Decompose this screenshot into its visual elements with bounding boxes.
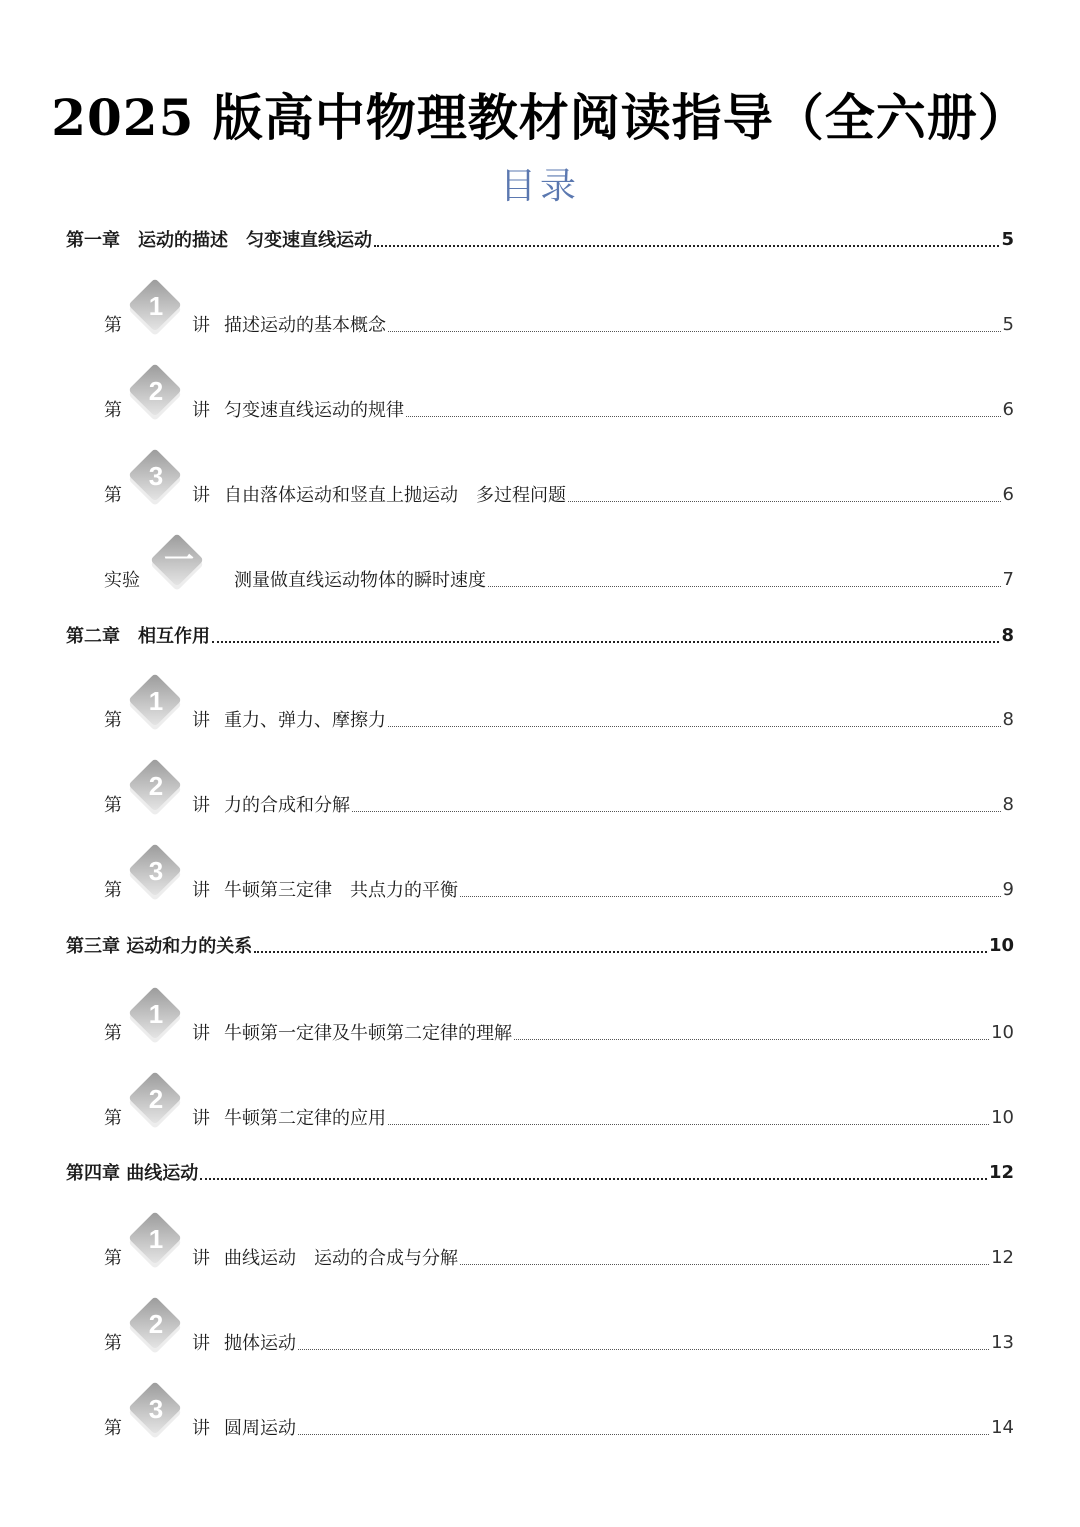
dot-leader (200, 1178, 987, 1180)
lecture-title: 牛顿第一定律及牛顿第二定律的理解 (224, 1023, 512, 1044)
chapter-title: 第二章 相互作用 (66, 626, 210, 647)
page-number: 5 (1002, 313, 1014, 335)
dot-leader (460, 896, 1001, 897)
lecture-prefix: 第 (104, 880, 122, 901)
toc-lecture-3-1[interactable] (104, 999, 1014, 1049)
lecture-suffix: 讲 (192, 795, 210, 816)
dot-leader (352, 811, 1001, 812)
number-badge-icon: 1 (128, 278, 184, 334)
lecture-prefix: 第 (104, 315, 122, 336)
number-badge-icon: 1 (128, 986, 184, 1042)
lecture-suffix: 讲 (192, 710, 210, 731)
lecture-suffix: 讲 (192, 1418, 210, 1439)
number-badge-icon: 3 (128, 448, 184, 504)
toc-lecture-2-3[interactable] (104, 856, 1014, 906)
dot-leader (374, 245, 999, 247)
page-number: 12 (988, 1161, 1014, 1183)
toc-lecture-2-2[interactable] (104, 771, 1014, 821)
lecture-prefix: 第 (104, 1333, 122, 1354)
lecture-suffix: 讲 (192, 485, 210, 506)
page-number: 10 (991, 1106, 1014, 1128)
page-number: 10 (988, 934, 1014, 956)
lecture-prefix: 第 (104, 1248, 122, 1269)
toc-chapter-2[interactable] (66, 618, 1014, 652)
dot-leader (460, 1264, 989, 1265)
lecture-suffix: 讲 (192, 1108, 210, 1129)
lecture-prefix: 第 (104, 710, 122, 731)
dot-leader (406, 416, 1001, 417)
chapter-title: 第三章 运动和力的关系 (66, 936, 253, 957)
dot-leader (488, 586, 1001, 587)
page-number: 9 (1002, 878, 1014, 900)
page-number: 5 (1001, 228, 1014, 250)
dot-leader (514, 1039, 989, 1040)
lecture-title: 描述运动的基本概念 (224, 315, 386, 336)
lecture-prefix: 第 (104, 400, 122, 421)
dot-leader (254, 951, 987, 953)
dot-leader (388, 331, 1001, 332)
toc-lecture-2-1[interactable] (104, 686, 1014, 736)
lecture-title: 圆周运动 (224, 1418, 296, 1439)
number-badge-icon: 一 (144, 533, 214, 589)
number-badge-icon: 1 (128, 1211, 184, 1267)
page-number: 8 (1002, 793, 1014, 815)
lecture-title: 重力、弹力、摩擦力 (224, 710, 386, 731)
lecture-prefix: 第 (104, 795, 122, 816)
page-number: 7 (1002, 568, 1014, 590)
experiment-title: 测量做直线运动物体的瞬时速度 (234, 570, 486, 591)
lecture-title: 自由落体运动和竖直上抛运动 多过程问题 (224, 485, 566, 506)
chapter-title: 第一章 运动的描述 匀变速直线运动 (66, 230, 372, 251)
toc-lecture-1-3[interactable] (104, 461, 1014, 511)
dot-leader (388, 1124, 989, 1125)
lecture-title: 曲线运动 运动的合成与分解 (224, 1248, 458, 1269)
number-badge-icon: 3 (128, 1381, 184, 1437)
lecture-prefix: 第 (104, 1108, 122, 1129)
dot-leader (212, 641, 999, 643)
toc-lecture-1-2[interactable] (104, 376, 1014, 426)
toc-chapter-1[interactable] (66, 222, 1014, 256)
page-number: 12 (991, 1246, 1014, 1268)
page-number: 10 (991, 1021, 1014, 1043)
toc-experiment-1[interactable] (104, 544, 1014, 596)
lecture-title: 匀变速直线运动的规律 (224, 400, 404, 421)
dot-leader (568, 501, 1001, 502)
page-number: 13 (991, 1331, 1014, 1353)
lecture-prefix: 第 (104, 1023, 122, 1044)
number-badge-icon: 2 (128, 1071, 184, 1127)
dot-leader (298, 1349, 989, 1350)
number-badge-icon: 2 (128, 758, 184, 814)
toc-lecture-4-3[interactable] (104, 1394, 1014, 1444)
lecture-title: 牛顿第三定律 共点力的平衡 (224, 880, 458, 901)
lecture-suffix: 讲 (192, 1333, 210, 1354)
experiment-prefix: 实验 (104, 570, 140, 591)
lecture-prefix: 第 (104, 485, 122, 506)
lecture-suffix: 讲 (192, 400, 210, 421)
toc-lecture-4-2[interactable] (104, 1309, 1014, 1359)
toc-lecture-1-1[interactable] (104, 291, 1014, 341)
toc-lecture-3-2[interactable] (104, 1084, 1014, 1134)
toc-chapter-4[interactable] (66, 1155, 1014, 1189)
page-number: 14 (991, 1416, 1014, 1438)
document-title: 2025 版高中物理教材阅读指导（全六册） (51, 88, 1029, 147)
lecture-suffix: 讲 (192, 1248, 210, 1269)
number-badge-icon: 1 (128, 673, 184, 729)
lecture-title: 力的合成和分解 (224, 795, 350, 816)
lecture-suffix: 讲 (192, 1023, 210, 1044)
lecture-suffix: 讲 (192, 315, 210, 336)
toc-chapter-3[interactable] (66, 928, 1014, 962)
page-number: 8 (1002, 708, 1014, 730)
lecture-title: 抛体运动 (224, 1333, 296, 1354)
dot-leader (298, 1434, 989, 1435)
lecture-prefix: 第 (104, 1418, 122, 1439)
number-badge-icon: 2 (128, 1296, 184, 1352)
number-badge-icon: 2 (128, 363, 184, 419)
dot-leader (388, 726, 1001, 727)
toc-heading: 目录 (499, 166, 580, 207)
lecture-suffix: 讲 (192, 880, 210, 901)
number-badge-icon: 3 (128, 843, 184, 899)
page-number: 6 (1002, 483, 1014, 505)
page-number: 8 (1001, 624, 1014, 646)
chapter-title: 第四章 曲线运动 (66, 1163, 199, 1184)
lecture-title: 牛顿第二定律的应用 (224, 1108, 386, 1129)
page-number: 6 (1002, 398, 1014, 420)
toc-lecture-4-1[interactable] (104, 1224, 1014, 1274)
